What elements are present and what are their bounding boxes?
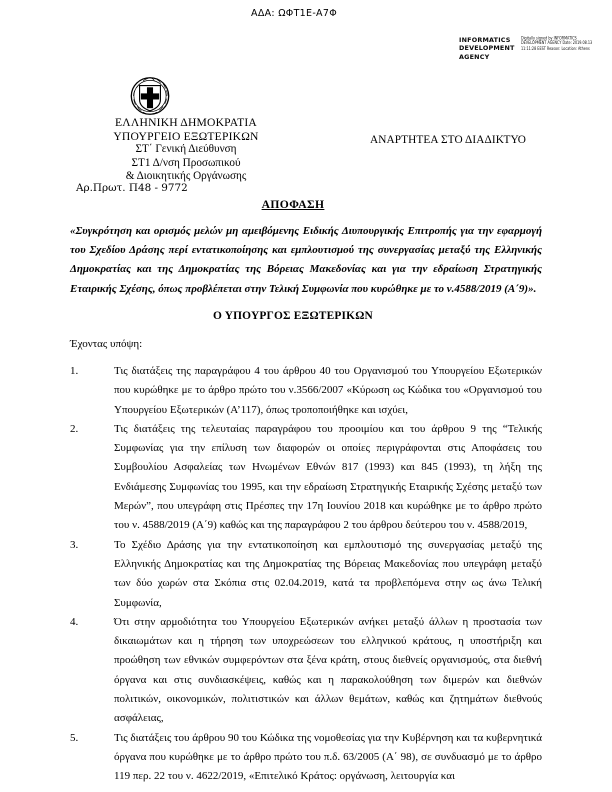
digital-signature-stamp — [459, 36, 599, 70]
clause-number: 2. — [70, 422, 79, 435]
letterhead-line-personnel-directorate: ΣΤ1 Δ/νση Προσωπικού — [131, 156, 241, 169]
letterhead-block — [44, 116, 328, 184]
clause-item — [70, 362, 542, 420]
letterhead-line-administrative-organization: & Διοικητικής Οργάνωσης — [125, 170, 247, 183]
ada-reference-line: ΑΔΑ: ΩΦΤ1Ε-Α7Φ — [251, 8, 337, 19]
clause-number: 5. — [70, 731, 79, 744]
letterhead-line-directorate-general: ΣΤ΄ Γενική Διεύθυνση — [135, 143, 237, 156]
clause-text: Ότι στην αρμοδιότητα του Υπουργείου Εξωτερικών ανήκει μεταξύ άλλων η προστασία των δικαιωμάτων και η τήρηση των υποχρεώσεων του ελληνικού κράτους, η υποστήριξη και προώθηση των εθνικών συμφερόντων στα ξένα κράτη, στους διεθνείς οργανισμούς, στα διεθνή όργανα και στις συνδιασκέψεις, καθώς και η παρακολούθηση των διμερών και διεθνών πολιτικών, οικονομικών, πολιτιστικών και άλλων θεμάτων, καθώς και ζητημάτων διεθνούς ασφάλειας, — [114, 615, 542, 725]
clause-text: Το Σχέδιο Δράσης για την εντατικοποίηση και εμπλουτισμό της συνεργασίας μεταξύ της Ελληνικής Δημοκρατίας και της Δημοκρατίας της Βόρειας Μακεδονίας που υπεγράφη μεταξύ των δύο χωρών στα Σκόπια στις 02.04.2019, κατά τα προβλεπόμενα στην ως άνω Τελική Συμφωνία, — [114, 538, 542, 609]
clause-number: 4. — [70, 615, 79, 628]
protocol-number: Αρ.Πρωτ. Π48 - 9772 — [76, 182, 188, 194]
publication-notice: ΑΝΑΡΤΗΤΕΑ ΣΤΟ ΔΙΑΔΙΚΤΥΟ — [370, 134, 526, 146]
signature-details: Digitally signed by INFORMATICS DEVELOPMENT AGENCY Date: 2019.08.13 11:11:28 EEST Reason: Location: Athens — [521, 36, 593, 51]
clause-list — [70, 362, 542, 787]
decision-title: ΑΠΟΦΑΣΗ — [261, 198, 325, 211]
clause-item — [70, 420, 542, 536]
clause-number: 1. — [70, 365, 79, 377]
clause-number: 3. — [70, 538, 79, 551]
letterhead-line-republic: ΕΛΛΗΝΙΚΗ ΔΗΜΟΚΡΑΤΙΑ — [115, 116, 257, 129]
clause-item — [70, 729, 542, 787]
subject-paragraph: «Συγκρότηση και ορισμός μελών μη αμειβόμενης Ειδικής Διυπουργικής Επιτροπής για την εφαρμογή του Σχεδίου Δράσης περί εντατικοποίησης και εμπλουτισμού της συνεργασίας μεταξύ της Ελληνικής Δημοκρατίας και της Δημοκρατίας της Βόρειας Μακεδονίας και για την εδραίωση Στρατηγικής Εταιρικής Σχέσης, όπως προβλέπεται στην Τελική Συμφωνία που κυρώθηκε με το ν.4588/2019 (Α΄9)». — [70, 225, 542, 295]
having-regard-label: Έχοντας υπόψη: — [70, 338, 143, 350]
clause-item — [70, 613, 542, 729]
clause-text: Τις διατάξεις της τελευταίας παραγράφου του προοιμίου και του άρθρου 9 της “Τελικής Συμφωνίας για την επίλυση των διαφορών οι οποίες περιγράφονται στις Αποφάσεις του Συμβουλίου Ασφαλείας των Ηνωμένων Εθνών 817 (1993) και 845 (1993), τη λήξη της Ενδιάμεσης Συμφωνίας του 1995, και την εδραίωση Στρατηγικής Εταιρικής Σχέσης μεταξύ των Μερών”, που υπεγράφη στις Πρέσπες την 17η Ιουνίου 2018 και κυρώθηκε με το άρθρο πρώτο του ν. 4588/2019 (Α΄9) καθώς και της παραγράφου 2 του άρθρου δεύτερου του ν. 4588/2019, — [114, 422, 542, 532]
clause-text: Τις διατάξεις της παραγράφου 4 του άρθρου 40 του Οργανισμού του Υπουργείου Εξωτερικών που κυρώθηκε με το άρθρο πρώτο του ν.3566/2007 «Κύρωση ως Κώδικα του «Οργανισμού του Υπουργείου Εξωτερικών (Α’117), όπως τροποποιήθηκε και ισχύει, — [114, 365, 542, 416]
clause-item — [70, 536, 542, 613]
minister-heading: Ο ΥΠΟΥΡΓΟΣ ΕΞΩΤΕΡΙΚΩΝ — [213, 310, 373, 322]
signature-agency-name: INFORMATICS DEVELOPMENT AGENCY — [459, 36, 515, 61]
clause-text: Τις διατάξεις του άρθρου 90 του Κώδικα της νομοθεσίας για την Κυβέρνηση και τα κυβερνητικά όργανα που κυρώθηκε με το άρθρο πρώτο του π.δ. 63/2005 (Α΄ 98), σε συνδυασμό με το άρθρο 119 περ. 22 του ν. 4622/2019, «Επιτελικό Κράτος: οργάνωση, λειτουργία και — [114, 731, 542, 783]
letterhead-line-ministry: ΥΠΟΥΡΓΕΙΟ ΕΞΩΤΕΡΙΚΩΝ — [113, 129, 259, 143]
hellenic-republic-coat-of-arms-icon — [128, 76, 172, 116]
